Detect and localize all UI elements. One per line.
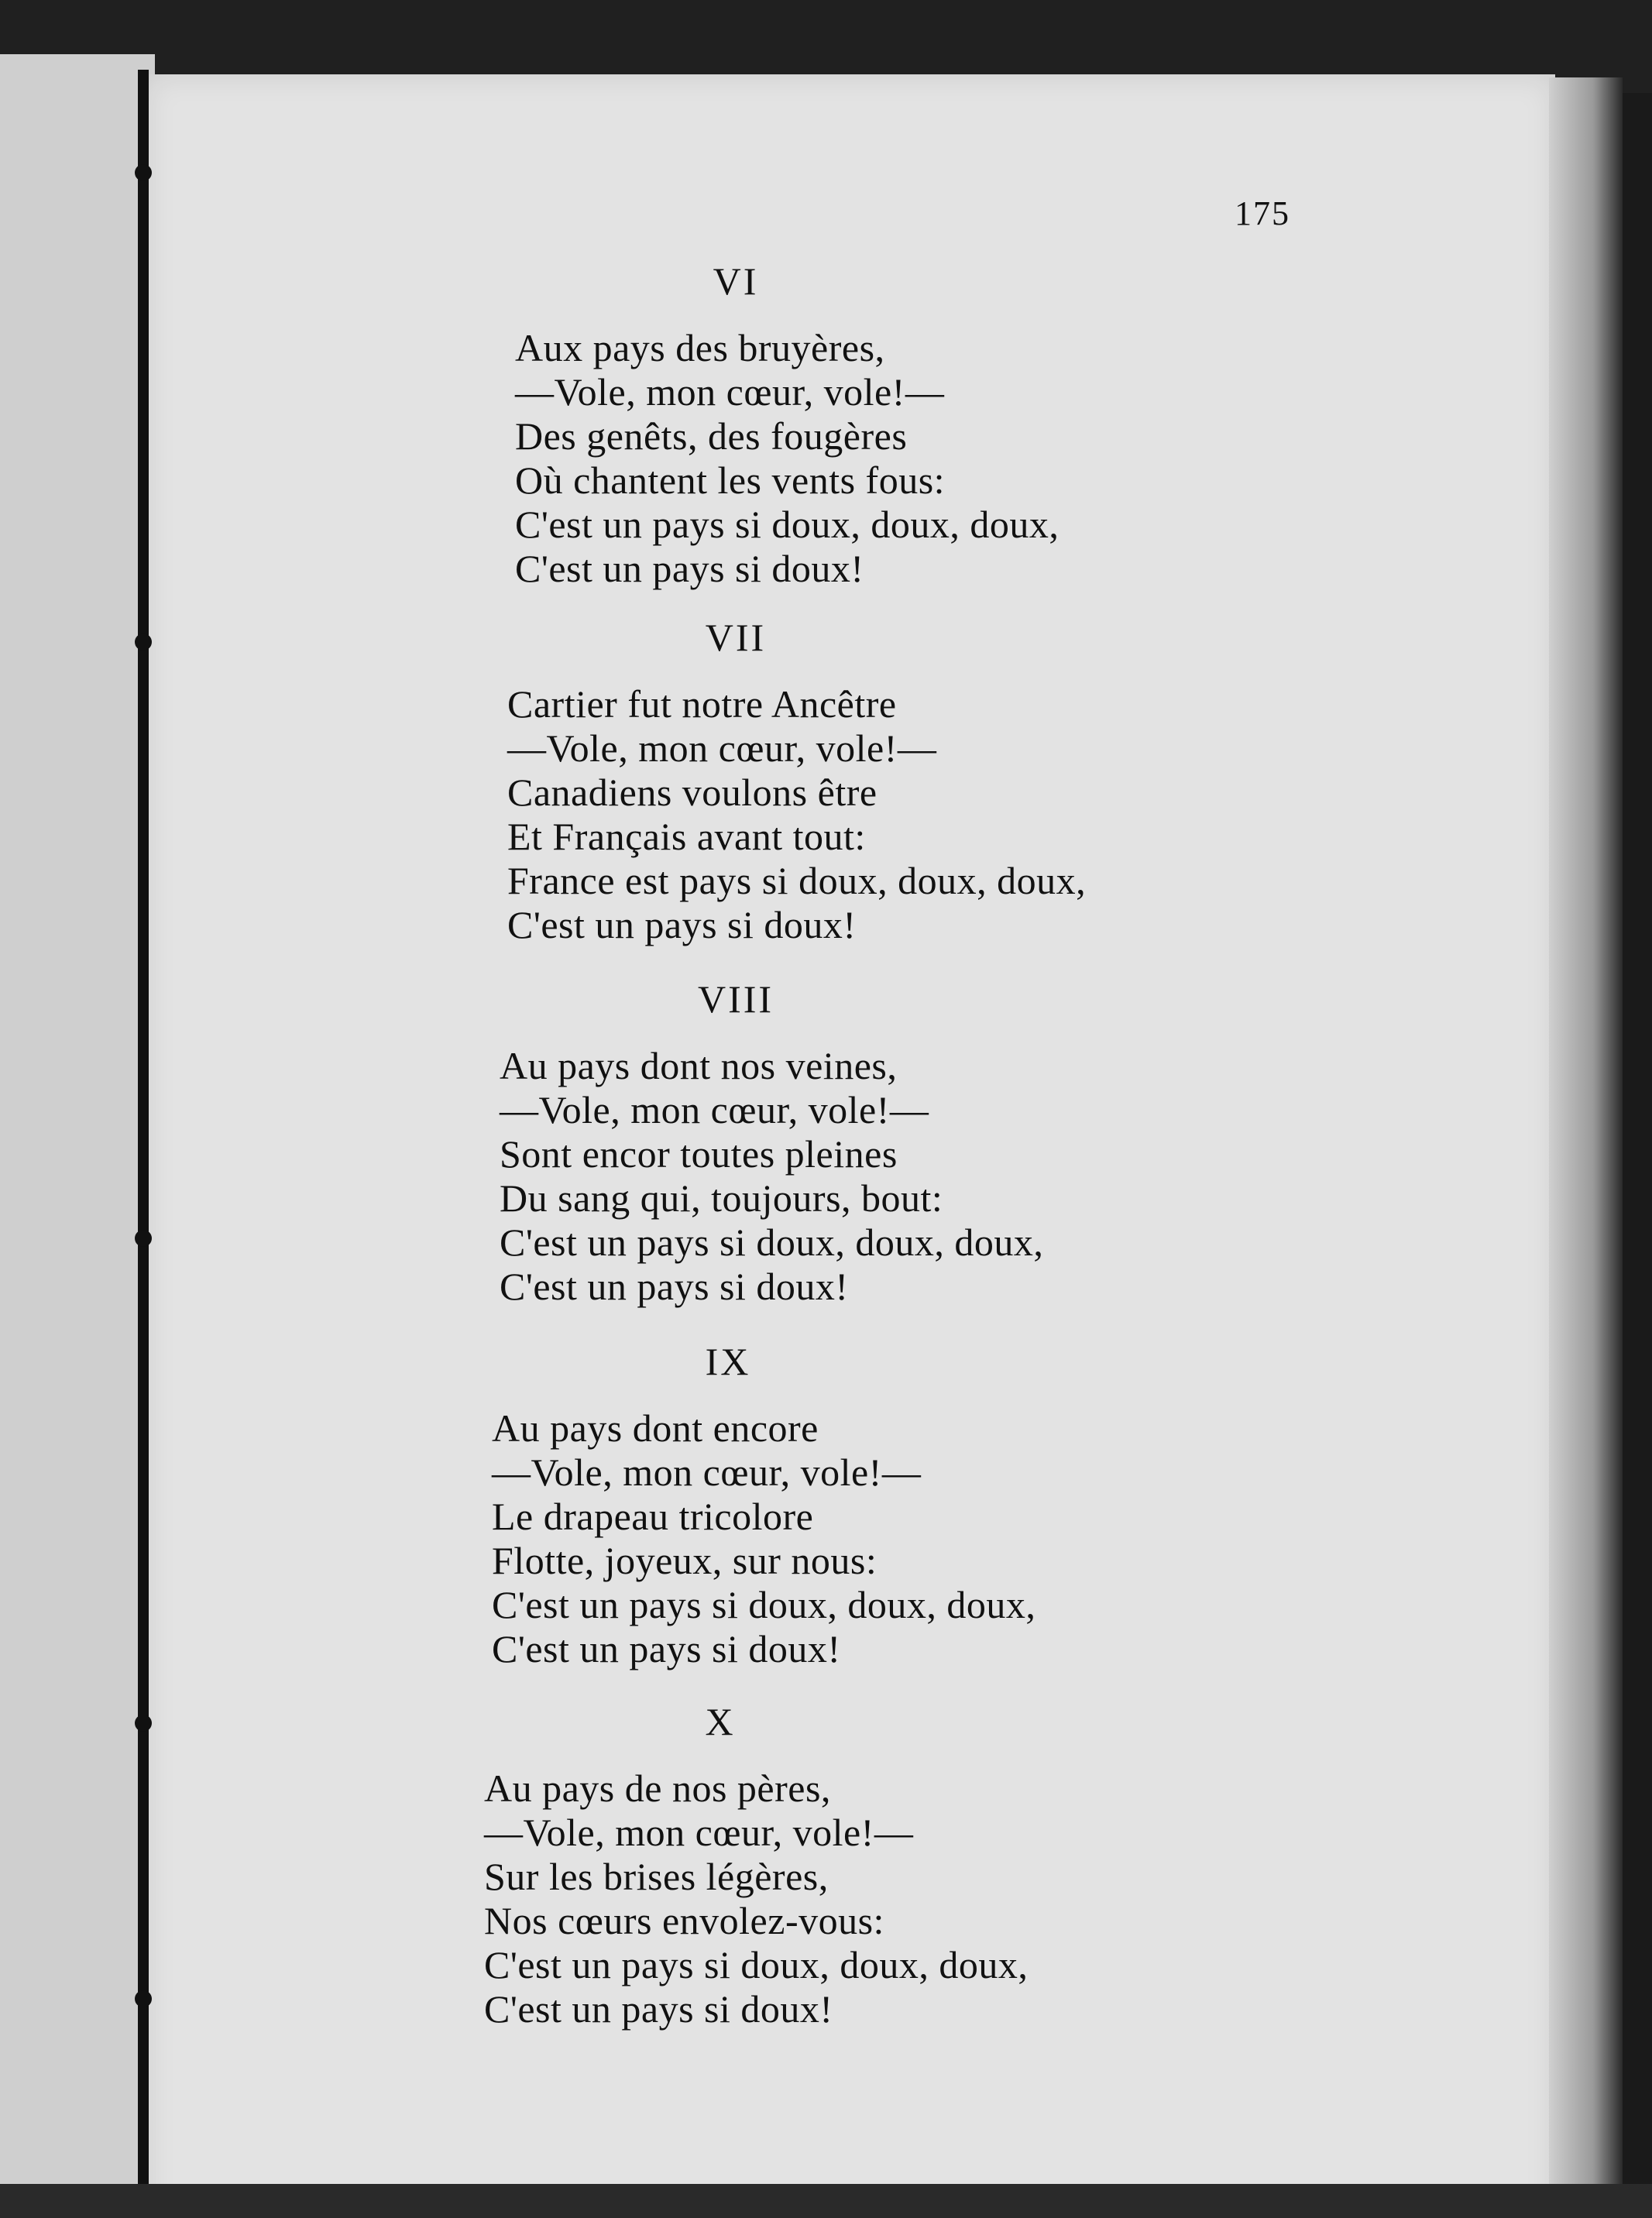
stanza-heading: VI <box>713 259 759 303</box>
binding-knot-icon <box>135 633 152 651</box>
verse-line: C'est un pays si doux, doux, doux, <box>484 1943 1029 1986</box>
binding-knot-icon <box>135 1230 152 1247</box>
page-number: 175 <box>1235 194 1290 232</box>
verse-line: C'est un pays si doux, doux, doux, <box>500 1221 1044 1264</box>
stanza-lines <box>515 326 1059 591</box>
stanza-lines <box>492 1406 1036 1671</box>
verse-line: —Vole, mon cœur, vole!— <box>492 1451 922 1494</box>
stanza-vii <box>507 616 1086 947</box>
binding-knot-icon <box>135 1990 152 2007</box>
verse-line: Et Français avant tout: <box>507 815 866 858</box>
verse-line: —Vole, mon cœur, vole!— <box>515 370 945 414</box>
verse-line: Aux pays des bruyères, <box>515 326 885 369</box>
stanza-lines <box>484 1767 1028 2031</box>
verse-line: C'est un pays si doux! <box>500 1265 849 1308</box>
stanza-lines <box>500 1044 1043 1309</box>
verse-line: Au pays dont encore <box>492 1406 819 1450</box>
stanza-viii <box>500 977 1043 1309</box>
stanza-x <box>484 1700 1028 2031</box>
facing-page-edge <box>0 54 155 2218</box>
scan-background-bottom <box>0 2184 1652 2218</box>
verse-line: C'est un pays si doux! <box>515 547 864 590</box>
stanza-vi <box>515 259 1059 591</box>
page-edge-right <box>1549 77 1623 2218</box>
verse-line: —Vole, mon cœur, vole!— <box>507 726 937 770</box>
verse-line: C'est un pays si doux! <box>484 1987 833 2031</box>
verse-line: Au pays dont nos veines, <box>500 1044 898 1087</box>
verse-line: —Vole, mon cœur, vole!— <box>484 1811 914 1854</box>
stanza-heading: X <box>705 1700 736 1743</box>
verse-line: Nos cœurs envolez-vous: <box>484 1899 884 1942</box>
binding-knot-icon <box>135 164 152 181</box>
verse-line: Canadiens voulons être <box>507 771 878 814</box>
verse-line: C'est un pays si doux, doux, doux, <box>515 503 1060 546</box>
binding-knot-icon <box>135 1715 152 1732</box>
stanza-ix <box>492 1340 1036 1671</box>
verse-line: —Vole, mon cœur, vole!— <box>500 1088 929 1131</box>
verse-line: C'est un pays si doux, doux, doux, <box>492 1583 1036 1626</box>
verse-line: France est pays si doux, doux, doux, <box>507 859 1087 902</box>
verse-line: Au pays de nos pères, <box>484 1767 831 1810</box>
verse-line: Le drapeau tricolore <box>492 1495 814 1538</box>
verse-line: Sont encor toutes pleines <box>500 1132 898 1176</box>
stanza-heading: IX <box>705 1340 751 1383</box>
verse-line: Flotte, joyeux, sur nous: <box>492 1539 878 1582</box>
verse-line: Où chantent les vents fous: <box>515 458 946 502</box>
stanza-lines <box>507 682 1086 947</box>
verse-line: Cartier fut notre Ancêtre <box>507 682 897 726</box>
binding-thread <box>138 70 149 2218</box>
stanza-heading: VII <box>705 616 767 659</box>
verse-line: C'est un pays si doux! <box>507 903 857 946</box>
verse-line: Sur les brises légères, <box>484 1855 829 1898</box>
verse-line: C'est un pays si doux! <box>492 1627 841 1670</box>
stanza-heading: VIII <box>697 977 774 1021</box>
verse-line: Du sang qui, toujours, bout: <box>500 1176 943 1220</box>
verse-line: Des genêts, des fougères <box>515 414 908 458</box>
